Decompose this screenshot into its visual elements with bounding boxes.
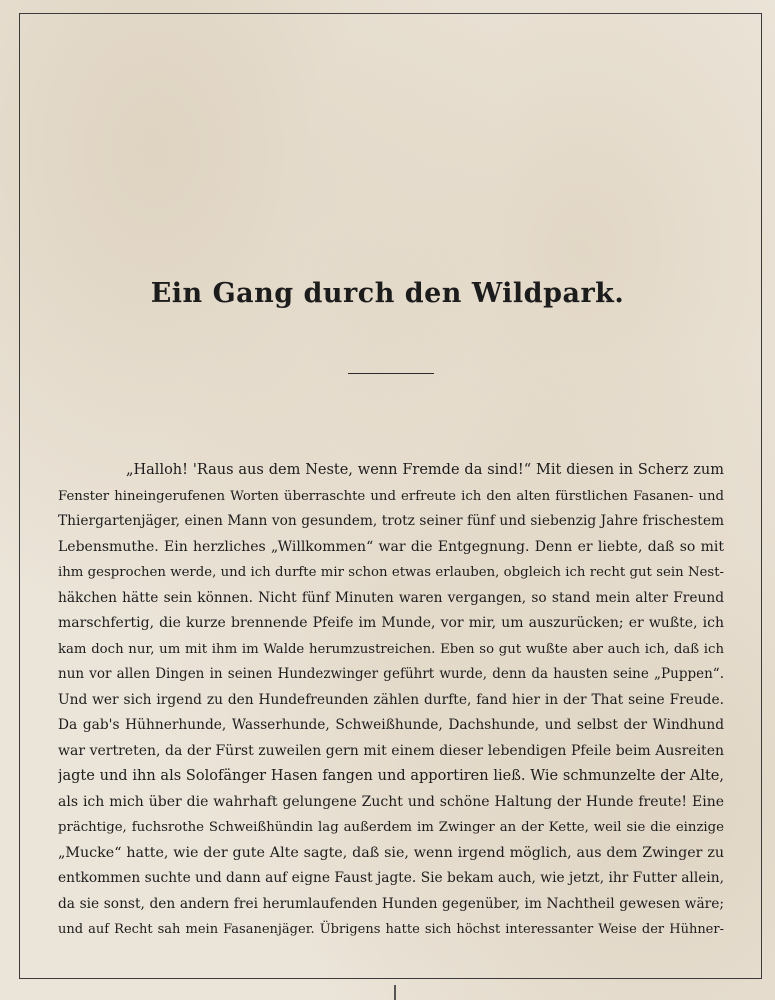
text-line: „Halloh! 'Raus aus dem Neste, wenn Fremde da sind!“ Mit diesen in Scherz zum xyxy=(126,462,724,478)
text-line: ihm gesprochen werde, und ich durfte mir schon etwas erlauben, obgleich ich recht gut sein Nest- xyxy=(58,565,724,580)
text-line: da sie sonst, den andern frei herumlaufenden Hunden gegenüber, im Nachtheil gewesen wäre; xyxy=(58,895,724,912)
text-line: Lebensmuthe. Ein herzliches „Willkommen“ war die Entgegnung. Denn er liebte, daß so mit xyxy=(58,538,724,555)
text-line: nun vor allen Dingen in seinen Hundezwinger geführt wurde, denn da hausten seine „Puppen“. xyxy=(58,666,724,682)
text-line: kam doch nur, um mit ihm im Walde herumzustreichen. Eben so gut wußte aber auch ich, daß ich xyxy=(58,641,724,657)
page-number-mark xyxy=(394,985,396,1000)
text-line: häkchen hätte sein können. Nicht fünf Minuten waren vergangen, so stand mein alter Freund xyxy=(58,589,724,606)
page-title: Ein Gang durch den Wildpark. xyxy=(150,278,625,309)
title-divider xyxy=(348,373,434,374)
text-line: Und wer sich irgend zu den Hundefreunden zählen durfte, fand hier in der That seine Freude. xyxy=(58,691,724,708)
text-line: prächtige, fuchsrothe Schweißhündin lag außerdem im Zwinger an der Kette, weil sie die einzige xyxy=(58,820,724,835)
text-line: Da gab's Hühnerhunde, Wasserhunde, Schweißhunde, Dachshunde, und selbst der Windhund xyxy=(58,717,724,733)
text-line: war vertreten, da der Fürst zuweilen gern mit einem dieser lebendigen Pfeile beim Ausreiten xyxy=(58,742,724,759)
text-line: und auf Recht sah mein Fasanenjäger. Übrigens hatte sich höchst interessanter Weise der Hühner- xyxy=(58,922,724,937)
text-line: Thiergartenjäger, einen Mann von gesundem, trotz seiner fünf und siebenzig Jahre frischestem xyxy=(58,513,724,529)
body-paragraph xyxy=(58,458,724,943)
text-line: jagte und ihn als Solofänger Hasen fangen und apportiren ließ. Wie schmunzelte der Alte, xyxy=(58,768,724,784)
text-line: Fenster hineingerufenen Worten überraschte und erfreute ich den alten fürstlichen Fasanen- und xyxy=(58,488,724,504)
text-line: marschfertig, die kurze brennende Pfeife im Munde, vor mir, um auszurücken; er wußte, ich xyxy=(58,615,724,631)
text-line: entkommen suchte und dann auf eigne Faust jagte. Sie bekam auch, wie jetzt, ihr Futter allein, xyxy=(58,870,724,886)
text-line: „Mucke“ hatte, wie der gute Alte sagte, daß sie, wenn irgend möglich, aus dem Zwinger zu xyxy=(58,844,724,861)
text-line: als ich mich über die wahrhaft gelungene Zucht und schöne Haltung der Hunde freute! Eine xyxy=(58,793,724,810)
